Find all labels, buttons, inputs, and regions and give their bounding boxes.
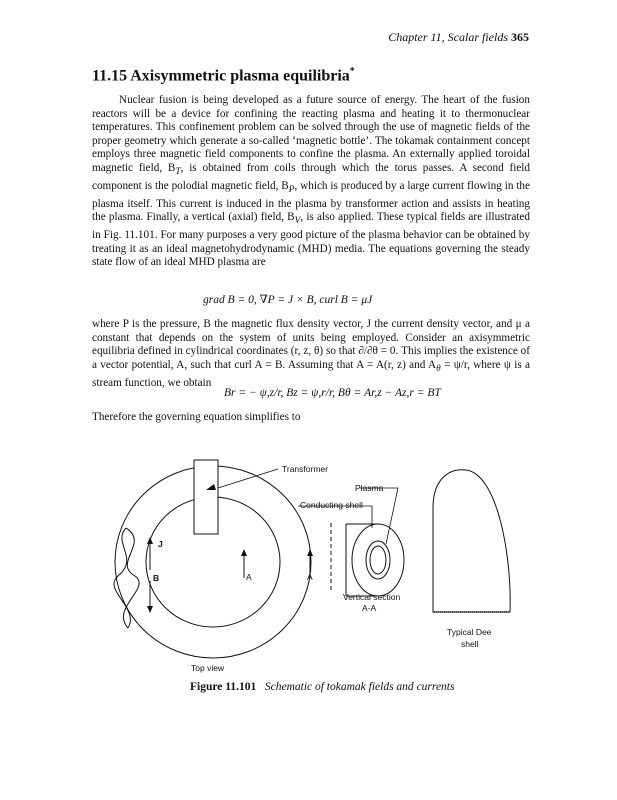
figure-caption xyxy=(190,681,454,693)
para2-text-b: = ψ/r, where ψ is a stream function, we obtain xyxy=(92,358,530,389)
equation-field-components: Br = − ψ,z/r, Bz = ψ,r/r, Bθ = Ar,z − Az,r = BT xyxy=(224,387,441,399)
para1-text-c: , which is produced by a large current flowing in the plasma itself. This current is induced in the plasma by transformer action and assists in heating the plasma. Finally, a vertical (axial) field, B xyxy=(92,179,530,224)
label-typical-dee: Typical Dee xyxy=(447,627,492,637)
label-j: J xyxy=(158,539,163,549)
transformer-core xyxy=(194,460,218,534)
label-section-aa: A-A xyxy=(362,603,377,613)
equation-mhd: grad B = 0, ∇P = J × B, curl B = μJ xyxy=(203,294,373,306)
section-footnote-marker: * xyxy=(349,66,355,77)
section-title-text: 11.15 Axisymmetric plasma equilibria xyxy=(92,67,350,85)
caption-text: Schematic of tokamak fields and currents xyxy=(264,681,455,693)
para2-text: where P is the pressure, B the magnetic flux density vector, J the current density vector, and μ a constant that depends on the system of units being employed. Consider an axisymmetric equilibria defined in cylindrical coordinates (r, z, θ) so that ∂/∂θ = 0. This implies the existence of a vector potential, A, such that curl A = B. Assuming that A = A(r, z) and A xyxy=(92,318,530,371)
sub-v: V xyxy=(294,216,301,227)
field-line-j xyxy=(123,528,139,628)
para1-text-b: , is obtained from coils through which the torus passes. A second field component is the polodial magnetic field, B xyxy=(92,161,530,192)
dee-shell xyxy=(433,470,510,612)
tokamak-diagram xyxy=(0,448,617,698)
label-top-view: Top view xyxy=(191,663,225,673)
sub-t: T xyxy=(175,167,181,178)
section-heading xyxy=(92,66,355,85)
sub-theta: θ xyxy=(436,364,441,375)
plasma-leader xyxy=(360,488,398,544)
label-a-right: A xyxy=(307,572,313,582)
vertical-section-shell xyxy=(352,524,404,596)
label-vertical-section: Vertical section xyxy=(343,592,401,602)
caption-number: Figure 11.101 xyxy=(190,681,257,693)
paragraph-intro xyxy=(92,94,530,270)
para3-text: Therefore the governing equation simplifies to xyxy=(92,411,301,423)
sub-p: P xyxy=(288,185,295,196)
label-conducting-shell: Conducting shell xyxy=(300,500,363,510)
figure-tokamak xyxy=(0,448,617,698)
label-b: B xyxy=(153,573,160,583)
label-transformer: Transformer xyxy=(282,464,328,474)
running-header xyxy=(388,30,529,45)
label-plasma: Plasma xyxy=(355,483,384,493)
chapter-title: Chapter 11, Scalar fields xyxy=(388,30,508,44)
label-shell: shell xyxy=(461,639,479,649)
para1-text: Nuclear fusion is being developed as a future source of energy. The heart of the fusion reactors will be a device for confining the reacting plasma and heating it to thermonuclear temperatures. This confinement problem can be solved through the use of magnetic fields of the proper geometry which generate a so-called ‘magnetic bottle’. The tokamak containment concept employs three magnetic field components to confine the plasma. An externally applied toroidal magnetic field, B xyxy=(92,94,530,174)
label-a-left: A xyxy=(246,572,252,582)
page-number: 365 xyxy=(511,30,529,44)
paragraph-axisymmetric xyxy=(92,318,530,390)
para1-text-d: , is also applied. These typical fields are illustrated in Fig. 11.101. For many purposes a very good picture of the plasma behavior can be obtained by treating it as an ideal magnetohydrodynamic (MHD) media. The equations governing the steady state flow of an ideal MHD plasma are xyxy=(92,211,530,269)
paragraph-governing xyxy=(92,411,530,425)
